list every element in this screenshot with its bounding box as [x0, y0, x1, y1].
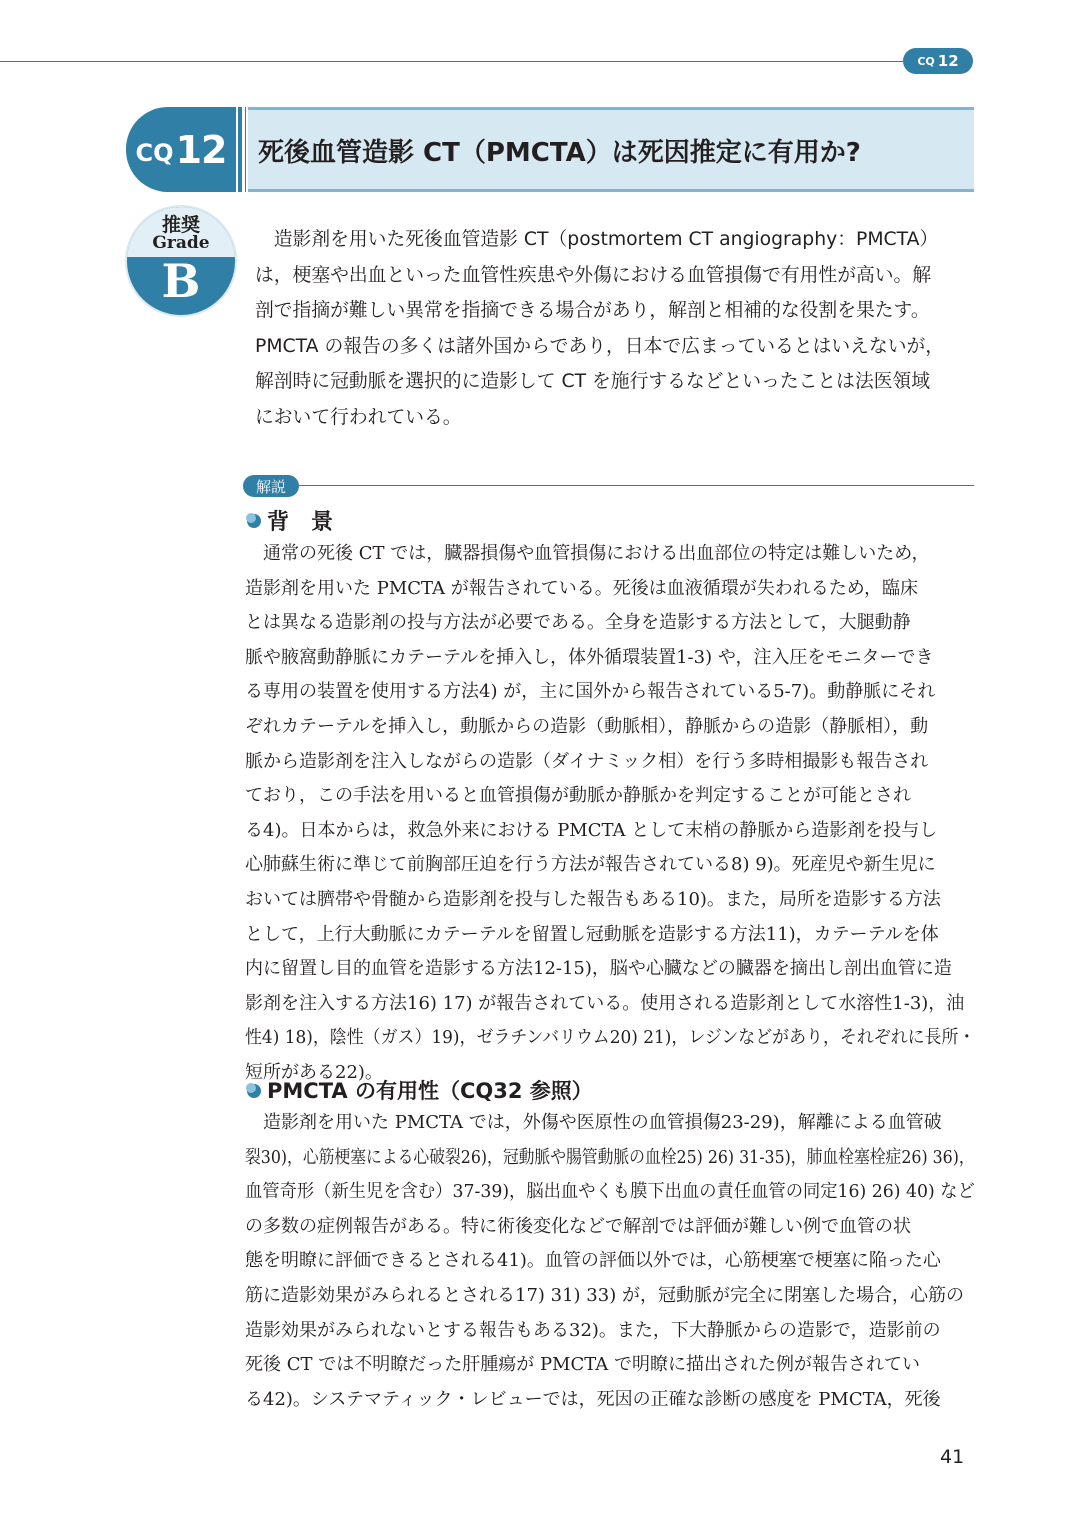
title-separator — [238, 107, 242, 192]
text-line: として，上行大動脈にカテーテルを留置し冠動脈を造影する方法11)，カテーテルを体 — [245, 923, 939, 945]
cq-tab — [903, 48, 973, 74]
text-line: 剖で指摘が難しい異常を指摘できる場合があり，解剖と相補的な役割を果たす。 — [255, 300, 930, 321]
cq-badge — [126, 107, 236, 192]
text-line: る42)。システマティック・レビューでは，死因の正確な診断の感度を PMCTA，死後 — [245, 1388, 941, 1410]
text-line: 裂30)，心筋梗塞による心破裂26)，冠動脈や腸管動脈の血栓25) 26) 31-35)，肺血栓塞栓症26) 36)， — [245, 1146, 975, 1168]
text-line: 脈から造影剤を注入しながらの造影（ダイナミック相）を行う多時相撮影も報告され — [245, 750, 929, 772]
title-box — [248, 107, 974, 192]
recommendation-text — [255, 222, 975, 435]
text-line: において行われている。 — [255, 406, 462, 428]
text-line: 筋に造影効果がみられるとされる17) 31) 33) が，冠動脈が完全に閉塞した場合，心筋の — [245, 1284, 964, 1306]
text-line: 内に留置し目的血管を造影する方法12-15)，脳や心臓などの臓器を摘出し剖出血管に造 — [245, 958, 952, 980]
commentary-label: 解説 — [243, 475, 299, 497]
title-separator-thin — [245, 107, 246, 192]
text-line: 死後 CT では不明瞭だった肝腫瘍が PMCTA で明瞭に描出された例が報告されてい — [245, 1354, 920, 1376]
commentary-rule — [299, 485, 974, 486]
text-line: 造影剤を用いた PMCTA が報告されている。死後は血液循環が失われるため，臨床 — [245, 577, 919, 599]
text-line: 心肺蘇生術に準じて前胸部圧迫を行う方法が報告されている8) 9)。死産児や新生児に — [245, 854, 936, 876]
text-line: る専用の装置を使用する方法4) が，主に国外から報告されている5-7)。動静脈にそれ — [245, 681, 936, 703]
grade-letter: B — [161, 254, 201, 308]
section-heading-background: 背 景 — [267, 510, 334, 535]
section-background-text — [245, 537, 975, 1091]
cq-badge-number: 12 — [175, 127, 227, 172]
text-line: 態を明瞭に評価できるとされる41)。血管の評価以外では，心筋梗塞で梗塞に陥った心 — [245, 1250, 941, 1272]
text-line: 造影剤を用いた PMCTA では，外傷や医原性の血管損傷23-29)，解離による血管破 — [245, 1112, 942, 1133]
text-line: おいては臍帯や骨髄から造影剤を投与した報告もある10)。また，局所を造影する方法 — [245, 888, 941, 910]
text-line: 造影効果がみられないとする報告もある32)。また，下大静脈からの造影で，造影前の — [245, 1319, 941, 1341]
text-line: の多数の症例報告がある。特に術後変化などで解剖では評価が難しい例で血管の状 — [245, 1215, 911, 1237]
section-usefulness-text — [245, 1106, 975, 1417]
text-line: 通常の死後 CT では，臓器損傷や血管損傷における出血部位の特定は難しいため， — [245, 543, 930, 564]
text-line: とは異なる造影剤の投与方法が必要である。全身を造影する方法として，大腿動静 — [245, 612, 911, 634]
title-bar — [126, 107, 974, 192]
header-rule — [0, 61, 905, 62]
text-line: る4)。日本からは，救急外来における PMCTA として末梢の静脈から造影剤を投与し — [245, 819, 938, 841]
text-line: 影剤を注入する方法16) 17) が報告されている。使用される造影剤として水溶性1-3)，油 — [245, 992, 965, 1014]
section-bullet-icon — [245, 1082, 261, 1098]
grade-recommendation-label: 推奨 — [161, 214, 200, 236]
section-bullet-icon — [245, 512, 261, 528]
section-heading-usefulness: PMCTA の有用性（CQ32 参照） — [267, 1079, 593, 1103]
text-line: 性4) 18)，陰性（ガス）19)，ゼラチンバリウム20) 21)，レジンなどがあり，それぞれに長所・ — [245, 1027, 976, 1049]
text-line: ぞれカテーテルを挿入し，動脈からの造影（動脈相），静脈からの造影（静脈相），動 — [245, 715, 929, 737]
cq-badge-label: CQ — [135, 138, 174, 167]
text-line: 造影剤を用いた死後血管造影 CT（postmortem CT angiography：PMCTA） — [255, 229, 939, 250]
grade-word: Grade — [152, 233, 210, 253]
cq-tab-number: 12 — [937, 52, 959, 70]
text-line: 脈や腋窩動静脈にカテーテルを挿入し，体外循環装置1-3) や，注入圧をモニターでき — [245, 646, 934, 668]
cq-tab-label: CQ — [917, 54, 935, 68]
text-line: ており，この手法を用いると血管損傷が動脈か静脈かを判定することが可能とされ — [245, 785, 911, 807]
page-title: 死後血管造影 CT（PMCTA）は死因推定に有用か? — [258, 138, 861, 168]
text-line: 解剖時に冠動脈を選択的に造影して CT を施行するなどといったことは法医領域 — [255, 371, 931, 392]
text-line: は，梗塞や出血といった血管性疾患や外傷における血管損傷で有用性が高い。解 — [255, 264, 932, 286]
text-line: 血管奇形（新生児を含む）37-39)，脳出血やくも膜下出血の責任血管の同定16) 26) 40) など — [245, 1181, 975, 1203]
grade-badge — [127, 207, 235, 315]
page-number: 41 — [940, 1446, 965, 1468]
text-line: 短所がある22)。 — [245, 1061, 383, 1083]
text-line: PMCTA の報告の多くは諸外国からであり，日本で広まっているとはいえないが， — [255, 335, 945, 357]
